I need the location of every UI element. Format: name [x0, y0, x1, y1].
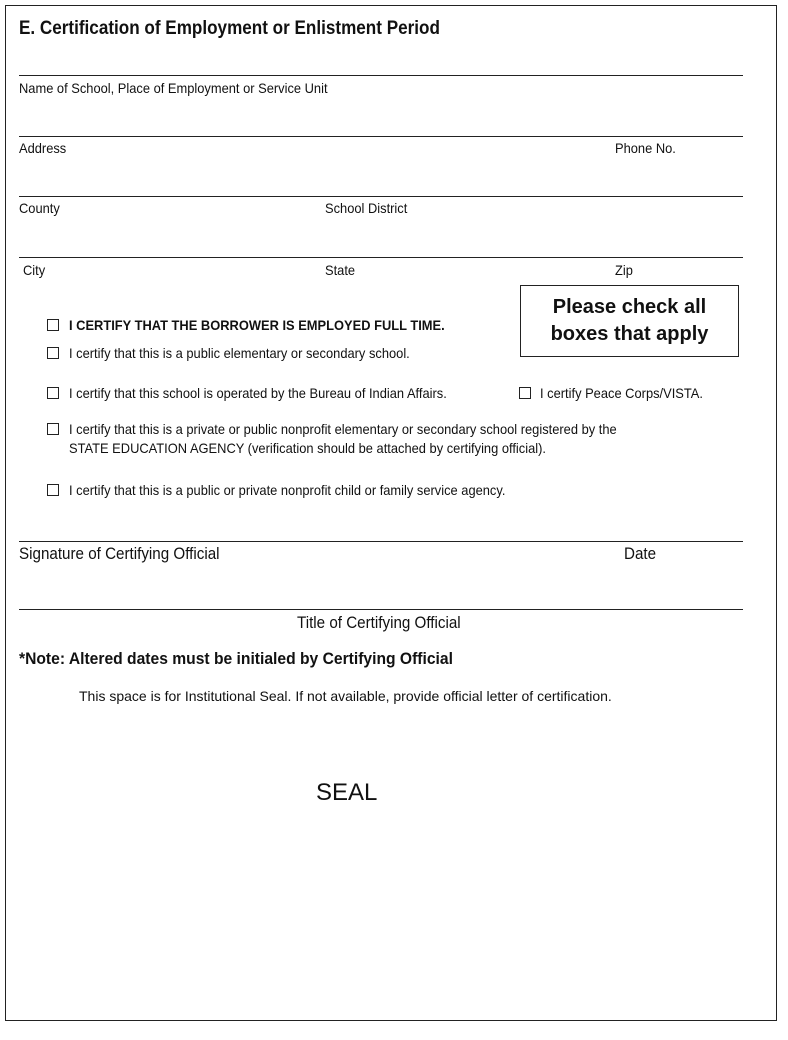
public-school-label: I certify that this is a public elementary or secondary school.: [69, 345, 410, 361]
county-label: County: [19, 200, 60, 216]
private-school-checkbox[interactable]: [47, 423, 59, 435]
check-all-instruction-box: [520, 285, 739, 357]
private-school-label-line2: STATE EDUCATION AGENCY (verification should be attached by certifying official).: [69, 440, 546, 456]
official-title-label: Title of Certifying Official: [297, 614, 461, 632]
address-label: Address: [19, 140, 67, 156]
certification-form: [5, 5, 777, 1021]
full-time-label: I CERTIFY THAT THE BORROWER IS EMPLOYED FULL TIME.: [69, 317, 445, 333]
family-service-checkbox[interactable]: [47, 484, 59, 496]
private-school-label-line1: I certify that this is a private or public nonprofit elementary or secondary school registered by the: [69, 421, 617, 437]
full-time-checkbox[interactable]: [47, 319, 59, 331]
bia-school-checkbox[interactable]: [47, 387, 59, 399]
address-line[interactable]: [19, 136, 743, 137]
zip-label: Zip: [615, 262, 633, 278]
signature-line[interactable]: [19, 541, 743, 542]
phone-label: Phone No.: [615, 140, 676, 156]
section-title: E. Certification of Employment or Enlistment Period: [19, 18, 440, 39]
county-line[interactable]: [19, 196, 743, 197]
peace-corps-checkbox[interactable]: [519, 387, 531, 399]
school-name-label: Name of School, Place of Employment or Service Unit: [19, 80, 328, 96]
bia-school-label: I certify that this school is operated by the Bureau of Indian Affairs.: [69, 385, 447, 401]
school-district-label: School District: [325, 200, 408, 216]
altered-dates-note: *Note: Altered dates must be initialed by Certifying Official: [19, 649, 453, 668]
instruction-line-1: Please check all: [552, 296, 707, 318]
seal-label: SEAL: [316, 779, 378, 806]
instruction-line-2: boxes that apply: [550, 323, 709, 345]
public-school-checkbox[interactable]: [47, 347, 59, 359]
school-name-line[interactable]: [19, 75, 743, 76]
signature-label: Signature of Certifying Official: [19, 545, 220, 563]
state-label: State: [325, 262, 356, 278]
peace-corps-label: I certify Peace Corps/VISTA.: [540, 385, 703, 401]
city-label: City: [23, 262, 46, 278]
official-title-line[interactable]: [19, 609, 743, 610]
city-line[interactable]: [19, 257, 743, 258]
date-label: Date: [624, 545, 657, 563]
family-service-label: I certify that this is a public or private nonprofit child or family service agency.: [69, 482, 506, 498]
seal-instruction: This space is for Institutional Seal. If not available, provide official letter of certification.: [79, 688, 612, 704]
